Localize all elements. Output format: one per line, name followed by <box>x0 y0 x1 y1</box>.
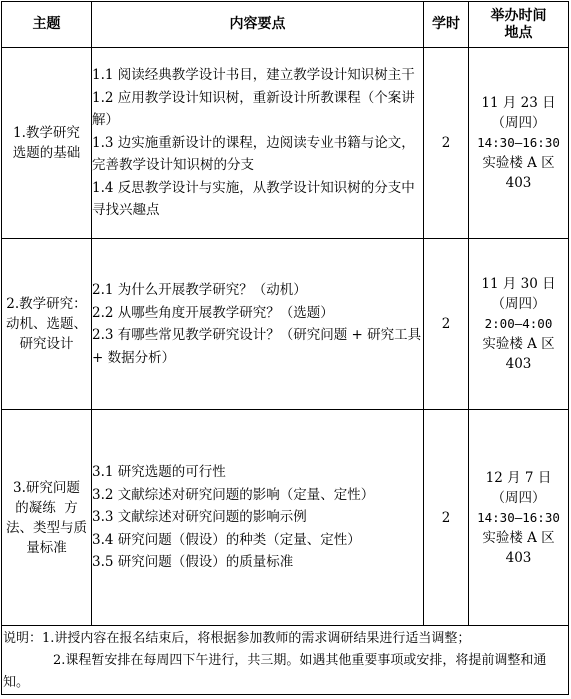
topic-line: 研究设计 <box>19 336 74 352</box>
time-place-cell <box>469 48 569 239</box>
content-cell <box>92 48 424 239</box>
content-item: 2.1 为什么开展教学研究？（动机） <box>92 282 307 298</box>
session-time: 14:30—16:30 <box>477 509 560 525</box>
session-date: 12 月 7 日 <box>485 469 552 486</box>
content-cell <box>92 410 424 626</box>
topic-line: 法、类型与质 <box>6 519 87 536</box>
time-place-cell <box>469 239 569 410</box>
header-place-label: 地点 <box>504 24 533 41</box>
topic-cell <box>2 239 92 410</box>
content-cell <box>92 239 424 410</box>
table-row <box>2 239 569 410</box>
topic-cell <box>2 410 92 626</box>
session-weekday: （周四） <box>491 296 546 312</box>
content-item: 2.3 有哪些常见教学研究设计？（研究问题 + 研究工具 + 数据分析） <box>92 327 422 366</box>
content-item: 3.1 研究选题的可行性 <box>92 464 226 481</box>
topic-line: 的凝练 方 <box>15 499 78 516</box>
session-weekday: （周四） <box>491 489 546 506</box>
session-room: 403 <box>505 356 532 372</box>
content-item: 1.3 边实施重新设计的课程，边阅读专业书籍与论文，完善教学设计知识树的分支 <box>92 134 415 174</box>
notes-cell <box>2 626 569 695</box>
note-line-2-text: 2.课程暂安排在每周四下午进行，共三期。如遇其他重要事项或安排，将提前调整和通知。 <box>3 653 547 690</box>
content-item: 1.1 阅读经典教学设计书目，建立教学设计知识树主干 <box>92 67 415 84</box>
content-item: 3.5 研究问题（假设）的质量标准 <box>92 554 294 571</box>
topic-line: 1.教学研究 <box>13 125 80 141</box>
content-item: 1.4 反思教学设计与实施，从教学设计知识树的分支中寻找兴趣点 <box>92 179 415 219</box>
header-hours: 学时 <box>424 2 469 48</box>
session-place: 实验楼 A 区 <box>482 155 555 171</box>
content-item: 1.2 应用教学设计知识树，重新设计所教课程（个案讲解） <box>92 89 415 129</box>
content-item: 2.2 从哪些角度开展教学研究？（选题） <box>92 304 334 321</box>
session-room: 403 <box>505 175 532 191</box>
note-line-2 <box>3 650 568 694</box>
note-line-1: 说明：1.讲授内容在报名结束后，将根据参加教师的需求调研结果进行适当调整； <box>3 631 471 646</box>
hours-cell: 2 <box>424 410 469 626</box>
session-place: 实验楼 A 区 <box>482 529 555 546</box>
content-item: 3.2 文献综述对研究问题的影响（定量、定性） <box>92 486 375 503</box>
header-topic: 主题 <box>2 2 92 48</box>
time-place-cell <box>469 410 569 626</box>
topic-line: 量标准 <box>26 539 67 556</box>
content-item: 3.3 文献综述对研究问题的影响示例 <box>92 509 307 526</box>
course-schedule-table <box>1 1 569 695</box>
table-header-row <box>2 2 569 48</box>
header-content: 内容要点 <box>92 2 424 48</box>
notes-row <box>2 626 569 695</box>
session-weekday: （周四） <box>491 115 546 131</box>
topic-line: 2.教学研究： <box>6 296 87 312</box>
session-room: 403 <box>505 549 532 566</box>
topic-line: 动机、选题、 <box>6 316 87 332</box>
topic-line: 3.研究问题 <box>13 479 80 496</box>
session-time: 14:30—16:30 <box>477 135 560 150</box>
session-time: 2:00—4:00 <box>484 316 553 331</box>
content-item: 3.4 研究问题（假设）的种类（定量、定性） <box>92 531 361 548</box>
session-date: 11 月 30 日 <box>481 276 556 292</box>
topic-cell <box>2 48 92 239</box>
session-place: 实验楼 A 区 <box>482 336 555 352</box>
header-time-label: 举办时间 <box>490 7 547 24</box>
hours-cell: 2 <box>424 48 469 239</box>
session-date: 11 月 23 日 <box>481 95 556 111</box>
header-time-place <box>469 2 569 48</box>
table-row <box>2 410 569 626</box>
topic-line: 选题的基础 <box>12 145 81 161</box>
table-row <box>2 48 569 239</box>
hours-cell: 2 <box>424 239 469 410</box>
